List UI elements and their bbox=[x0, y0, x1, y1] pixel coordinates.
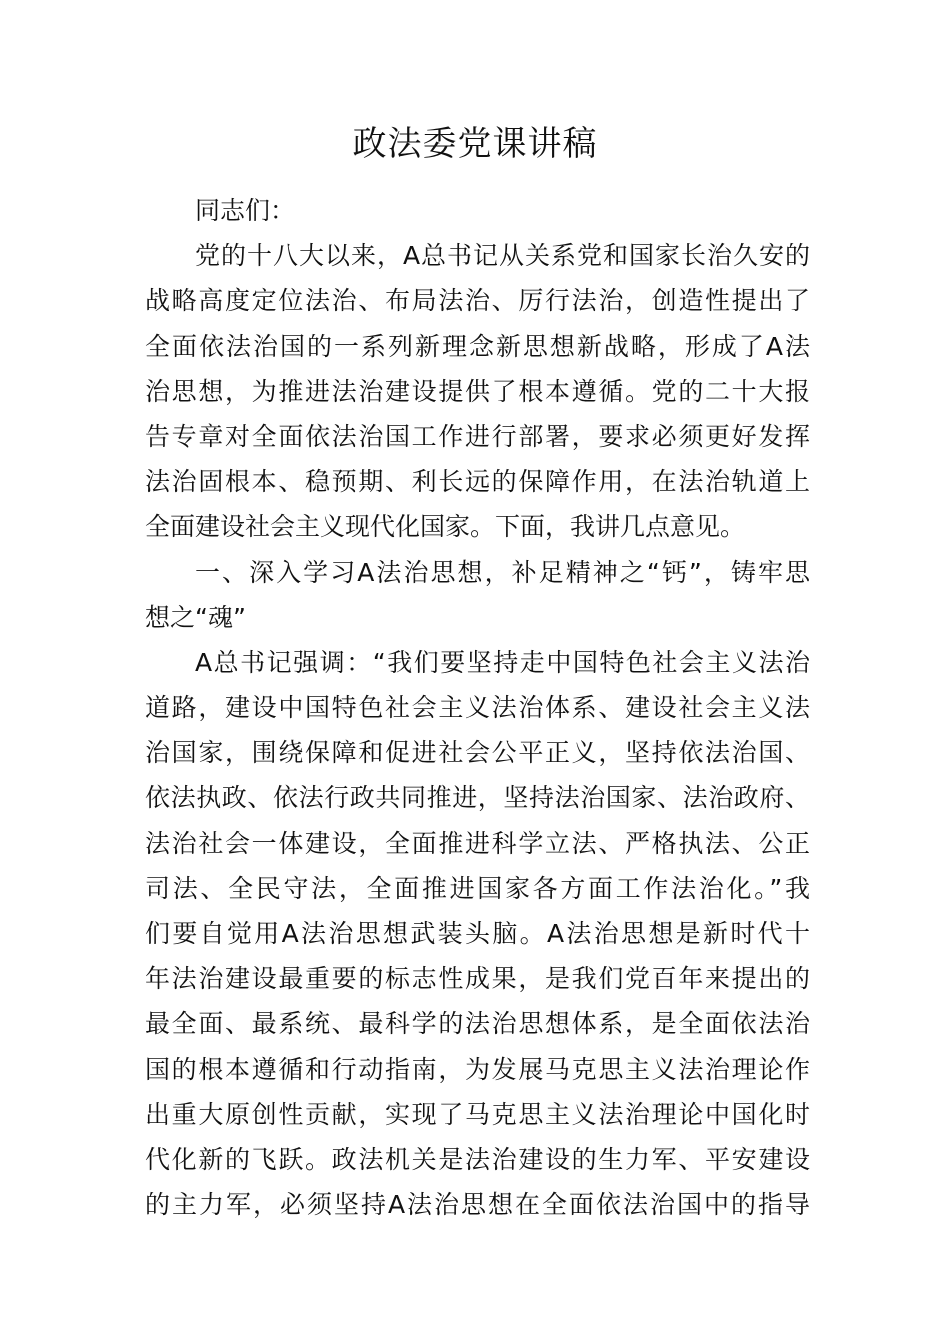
text-line: 告专章对全面依法治国工作进行部署，要求必须更好发挥 bbox=[145, 421, 810, 451]
text-line: 全面依法治国的一系列新理念新思想新战略，形成了A法 bbox=[145, 331, 810, 361]
document-body bbox=[145, 188, 810, 1227]
document-title: 政法委党课讲稿 bbox=[352, 124, 598, 164]
text-line: 依法执政、依法行政共同推进，坚持法治国家、法治政府、 bbox=[145, 783, 810, 813]
text-line: 的主力军，必须坚持A法治思想在全面依法治国中的指导 bbox=[145, 1190, 810, 1220]
text-line: 年法治建设最重要的标志性成果，是我们党百年来提出的 bbox=[145, 964, 810, 994]
text-line: 法治社会一体建设，全面推进科学立法、严格执法、公正 bbox=[145, 828, 810, 858]
text-line: 代化新的飞跃。政法机关是法治建设的生力军、平安建设 bbox=[145, 1144, 810, 1174]
text-line: 治思想，为推进法治建设提供了根本遵循。党的二十大报 bbox=[145, 376, 810, 406]
text-line: 司法、全民守法，全面推进国家各方面工作法治化。”我 bbox=[145, 873, 810, 903]
text-line: 治国家，围绕保障和促进社会公平正义，坚持依法治国、 bbox=[145, 738, 810, 768]
text-line: 同志们： bbox=[195, 196, 296, 225]
text-line: 想之“魂” bbox=[145, 602, 246, 632]
text-line: 全面建设社会主义现代化国家。下面，我讲几点意见。 bbox=[145, 512, 746, 542]
text-line: 一、深入学习A法治思想，补足精神之“钙”，铸牢思 bbox=[195, 557, 810, 587]
text-line: 最全面、最系统、最科学的法治思想体系，是全面依法治 bbox=[145, 1009, 810, 1039]
text-line: 法治固根本、稳预期、利长远的保障作用，在法治轨道上 bbox=[145, 467, 810, 497]
text-line: 战略高度定位法治、布局法治、厉行法治，创造性提出了 bbox=[145, 286, 810, 316]
text-line: 党的十八大以来，A总书记从关系党和国家长治久安的 bbox=[195, 241, 810, 271]
text-line: 们要自觉用A法治思想武装头脑。A法治思想是新时代十 bbox=[145, 919, 810, 948]
text-line: 道路，建设中国特色社会主义法治体系、建设社会主义法 bbox=[145, 693, 810, 723]
text-line: 国的根本遵循和行动指南，为发展马克思主义法治理论作 bbox=[145, 1054, 810, 1084]
text-line: A总书记强调：“我们要坚持走中国特色社会主义法治 bbox=[195, 647, 810, 677]
text-line: 出重大原创性贡献，实现了马克思主义法治理论中国化时 bbox=[145, 1099, 810, 1129]
